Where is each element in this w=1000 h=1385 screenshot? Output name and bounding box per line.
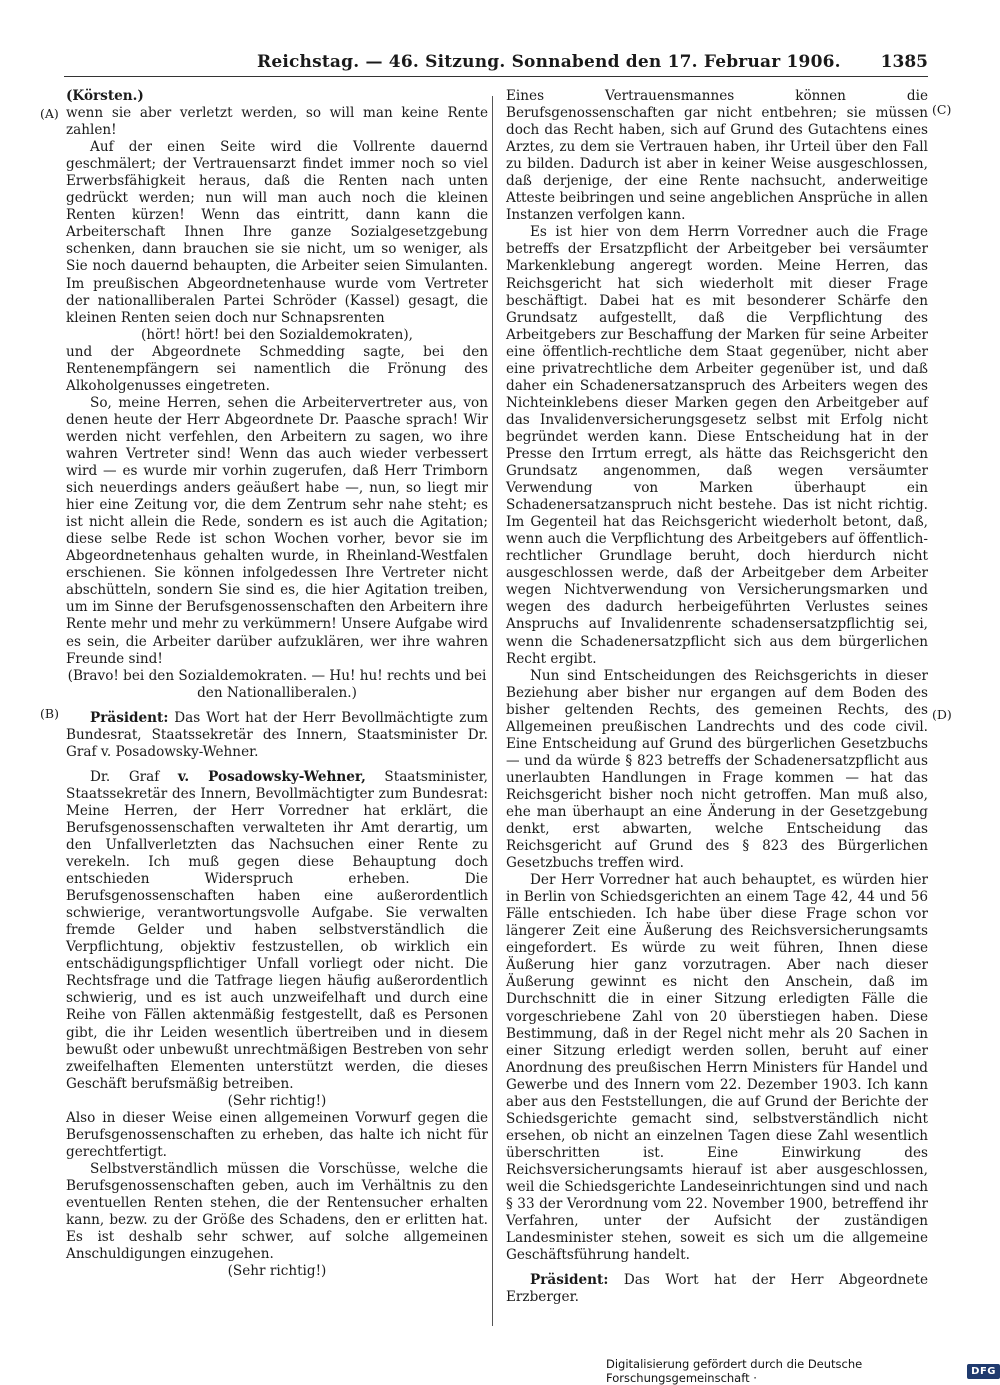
speaker-paragraph (66, 769, 488, 1093)
margin-mark-a: (A) (40, 106, 59, 121)
paragraph: Eines Vertrauensmannes können die Berufsgenossenschaften gar nicht entbehren; sie müssen doch das Recht haben, sich auf Grund des Gutachtens eines Arztes, zu dem sie Vertrauen haben, ihr Urteil über den Fall zu bilden. Dadurch ist aber in keiner Weise ausgeschlossen, daß derjenige, der eine Rente nachsucht, anderweitige Atteste beibringen und seine angeblichen Ansprüche in allen Instanzen verfolgen kann. (506, 88, 928, 224)
interjection: (hört! hört! bei den Sozialdemokraten), (141, 326, 413, 343)
dfg-logo: DFG (967, 1364, 1000, 1379)
margin-mark-c: (C) (932, 102, 952, 117)
president-statement (506, 1272, 928, 1306)
footer-credit-text: Digitalisierung gefördert durch die Deutsche Forschungsgemeinschaft · (606, 1357, 863, 1385)
page-number: 1385 (880, 52, 928, 72)
column-divider (492, 96, 493, 1326)
paragraph: Selbstverständlich müssen die Vorschüsse, welche die Berufsgenossenschaften geben, auch im Verhältnis zu den eventuellen Renten stehen, die der Rentensucher erhalten kann, bezw. zu der Größe des Schadens, den er erlitten hat. Es ist deshalb sehr schwer, auf solche allgemeinen Anschuldigungen einzugehen. (66, 1160, 488, 1263)
president-statement (66, 710, 488, 761)
margin-mark-d: (D) (932, 707, 952, 722)
paragraph: Es ist hier von dem Herrn Vorredner auch die Frage betreffs der Ersatzpflicht der Arbeitgeber bei versäumter Markenklebung angeregt worden. Meine Herren, das Reichsgericht hat sich wiederholt mit dieser Frage beschäftigt. Dabei hat es mit besonderer Schärfe den Grundsatz aufgestellt, daß die Verpflichtung des Arbeitgebers zur Beschaffung der Marken für seine Arbeiter eine öffentlich-rechtliche dem Staat gegenüber, nicht aber eine privatrechtliche dem Arbeiter gegenüber ist, und daß daher ein Schadenersatzanspruch des Arbeiters wegen des Nichteinklebens dieser Marken gegen den Arbeitgeber auf das Invalidenversicherungsgesetz selbst mit Erfolg nicht begründet werden kann. Diese Entscheidung hat in der Presse den Irrtum erregt, als hätte das Reichsgericht den Grundsatz angenommen, daß wegen versäumter Verwendung von Marken überhaupt ein Schadenersatzanspruch nicht bestehe. Das ist nicht richtig. Im Gegenteil hat das Reichsgericht wiederholt betont, daß, wenn auch die Verpflichtung des Arbeitgebers auf öffentlich-rechtlicher Grundlage beruht, doch hierdurch nicht ausgeschlossen werde, daß der Arbeitgeber dem Arbeiter wegen Nichtverwendung von Versicherungsmarken und wegen des dadurch herbeigeführten Verlustes seines Anspruchs auf Invalidenrente schadensersatzpflichtig sei, wenn die Schadenersatzpflicht sich aus dem bürgerlichen Recht ergibt. (506, 224, 928, 667)
interjection: (Sehr richtig!) (227, 1263, 327, 1280)
left-column (66, 88, 488, 1280)
speaker-prefix: Dr. Graf (90, 768, 178, 785)
president-label: Präsident: (530, 1272, 609, 1289)
paragraph: Auf der einen Seite wird die Vollrente dauernd geschmälert; der Vertrauensarzt findet immer noch so viel Erwerbsfähigkeit heraus, daß die Renten nach unten gedrückt werden; nun will man auch noch die kleinen Renten kürzen! Wenn das eintritt, dann kann die Arbeiterschaft Ihnen Ihre ganze Sozialgesetzgebung schenken, dann brauchen sie sie nicht, um so weniger, als Sie noch dauernd behaupten, die Arbeiter seien Simulanten. Im preußischen Abgeordnetenhause wurde vom Vertreter der nationalliberalen Partei Schröder (Kassel) gesagt, die kleinen Renten seien doch nur Schnapsrenten (66, 139, 488, 326)
president-label: Präsident: (90, 709, 169, 726)
margin-mark-b: (B) (40, 706, 59, 721)
footer-credit (606, 1357, 1000, 1385)
right-column (506, 88, 928, 1306)
paragraph: Der Herr Vorredner hat auch behauptet, es würden hier in Berlin von Schiedsgerichten an einem Tage 42, 44 und 56 Fälle entschieden. Ich habe über diese Frage schon vor längerer Zeit eine Äußerung des Reichsversicherungsamts eingefordert. Es würde zu weit führen, Ihnen diese Äußerung hier ganz vorzutragen. Aber nach dieser Äußerung gewinnt es nicht den Anschein, daß im Durchschnitt die in einer Sitzung erledigten Fälle die vorgeschriebene Zahl von 20 überstiegen haben. Diese Bestimmung, daß in der Regel nicht mehr als 20 Sachen in einer Sitzung erledigt werden sollen, beruht auf einer Anordnung des preußischen Herrn Ministers für Handel und Gewerbe und des Innern vom 22. Dezember 1903. Ich kann aber aus den Feststellungen, die auf Grund der Berichte der Schiedsgerichte gemacht sind, selbstverständlich nicht ersehen, ob nicht an einzelnen Tagen diese Zahl wesentlich überschritten ist. Eine Einwirkung des Reichsversicherungsamts hierauf ist aber ausgeschlossen, weil die Schiedsgerichte Landeseinrichtungen sind und nach § 33 der Verordnung vom 22. November 1900, betreffend ihr Verfahren, unter der Aufsicht der zuständigen Landesminister stehen, soweit es sich um die allgemeine Geschäftsführung handelt. (506, 872, 928, 1264)
paragraph: So, meine Herren, sehen die Arbeitervertreter aus, von denen heute der Herr Abgeordnete Dr. Paasche sprach! Wir werden nicht verfehlen, den Arbeitern zu sagen, wo ihre wahren Vertreter sind! Wenn das auch wieder verbessert wird — es wurde mir vorhin zugerufen, daß Herr Trimborn sich neuerdings anders geäußert habe —, nun, so liegt mir hier eine Zeitung vor, die dem Zentrum sehr nahe steht; es ist nicht allein die Rede, sondern es ist auch die Agitation; diese selbe Rede ist schon Wochen vorher, bevor sie im Abgeordnetenhaus gehalten wurde, in Rheinland-Westfalen erschienen. Sie können infolgedessen Ihre Vertreter nicht abschütteln, sondern Sie sind es, die hier Agitation treiben, um im Sinne der Berufsgenossenschaften den Arbeitern ihre Rente mehr und mehr zu verkümmern! Unsere Aufgabe wird es sein, die Arbeiter darüber aufzuklären, wer ihre wahren Freunde sind! (66, 394, 488, 667)
interjection: (Sehr richtig!) (227, 1092, 327, 1109)
speaker-tag: (Körsten.) (66, 88, 144, 104)
header-rule (64, 76, 928, 77)
page-header (60, 52, 928, 72)
interjection: (Bravo! bei den Sozialdemokraten. — Hu! hu! rechts und bei den Nationalliberalen.) (67, 667, 487, 701)
header-title: Reichstag. — 46. Sitzung. Sonnabend den 17. Februar 1906. (257, 52, 841, 72)
speaker-text: Staatsminister, Staatssekretär des Innern, Bevollmächtigter zum Bundesrat: Meine Herren, der Herr Vorredner hat erklärt, die Berufsgenossenschaften verwalteten ihr Amt derartig, um den Unfallverletzten das Nachsuchen einer Rente zu verekeln. Ich muß gegen diese Behauptung doch entschieden Widerspruch erheben. Die Berufsgenossenschaften haben eine außerordentlich schwierige, verantwortungsvolle Aufgabe. Sie verwalten fremde Gelder und haben selbstverständlich die Verpflichtung, objektiv festzustellen, ob wirklich ein entschädigungspflichtiger Unfall vorliegt oder nicht. Die Rechtsfrage und die Tatfrage liegen häufig außerordentlich schwierig, und es ist auch unzweifelhaft und durch eine Reihe von Fällen aktenmäßig festgestellt, daß es Personen gibt, die ihr Leiden wesentlich übertreiben und in diesem bewußt oder unbewußt unrechtmäßigen Bestreben von sehr zweifelhaften Elementen unterstützt werden, die dieses Geschäft berufsmäßig betreiben. (66, 768, 488, 1092)
president-text: Das Wort hat der Herr Bevollmächtigte zum Bundesrat, Staatssekretär des Innern, Staatsminister Dr. Graf v. Posadowsky-Wehner. (66, 709, 488, 760)
paragraph: und der Abgeordnete Schmedding sagte, bei den Rentenempfängern sei namentlich die Frönung des Alkoholgenusses eingetreten. (66, 343, 488, 394)
speaker-name: v. Posadowsky-Wehner, (177, 768, 366, 785)
paragraph: Nun sind Entscheidungen des Reichsgerichts in dieser Beziehung aber bisher nur ergangen auf dem Boden des bisher geltenden Rechts, des gemeinen Rechts, des Allgemeinen preußischen Landrechts und des code civil. Eine Entscheidung auf Grund des bürgerlichen Gesetzbuchs — und da würde § 823 betreffs der Schadenersatzpflicht aus unerlaubten Handlungen in Frage kommen — hat das Reichsgericht bisher noch nicht getroffen. Man muß also, ehe man überhaupt an eine Änderung in der Gesetzgebung denkt, erst abwarten, welche Entscheidung das Reichsgericht auf Grund des § 823 des Bürgerlichen Gesetzbuchs treffen wird. (506, 667, 928, 872)
president-text: Das Wort hat der Herr Abgeordnete Erzberger. (506, 1272, 928, 1306)
paragraph: wenn sie aber verletzt werden, so will man keine Rente zahlen! (66, 105, 488, 139)
paragraph: Also in dieser Weise einen allgemeinen Vorwurf gegen die Berufsgenossenschaften zu erheben, das halte ich nicht für gerechtfertigt. (66, 1109, 488, 1160)
